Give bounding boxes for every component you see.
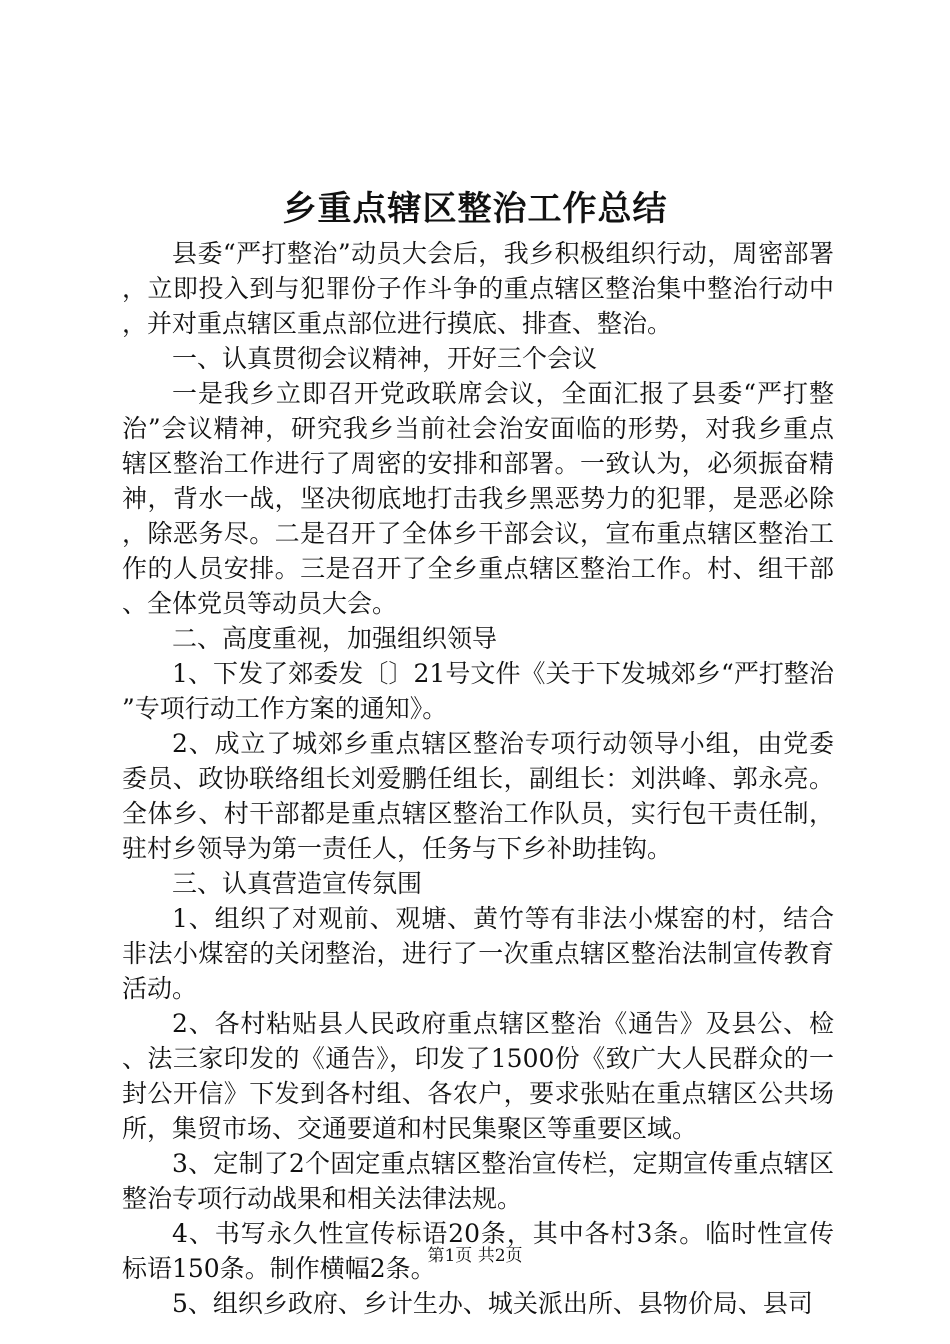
paragraph-item-3-1: 1、组织了对观前、观塘、黄竹等有非法小煤窑的村，结合非法小煤窑的关闭整治，进行了一次重点辖区整治法制宣传教育活动。 [122, 904, 834, 1003]
paragraph-item-3-4: 4、书写永久性宣传标语20条，其中各村3条。临时性宣传标语150条。制作横幅2条。 [122, 1219, 834, 1283]
paragraph-item-2-2: 2、成立了城郊乡重点辖区整治专项行动领导小组，由党委委员、政协联络组长刘爱鹏任组长，副组长：刘洪峰、郭永亮。全体乡、村干部都是重点辖区整治工作队员，实行包干责任制，驻村乡领导为第一责任人，任务与下乡补助挂钩。 [122, 729, 834, 863]
page-number-footer: 第1页 共2页 [427, 1246, 523, 1266]
paragraph-item-3-5: 5、组织乡政府、乡计生办、城关派出所、县物价局、县司 [172, 1289, 813, 1318]
paragraph-item-3-2: 2、各村粘贴县人民政府重点辖区整治《通告》及县公、检、法三家印发的《通告》，印发了1500份《致广大人民群众的一封公开信》下发到各村组、各农户，要求张贴在重点辖区公共场所，集贸市场、交通要道和村民集聚区等重要区域。 [122, 1009, 834, 1143]
section-heading-1: 一、认真贯彻会议精神，开好三个会议 [172, 344, 598, 373]
paragraph-item-2-1: 1、下发了郊委发〔〕21号文件《关于下发城郊乡“严打整治”专项行动工作方案的通知》。 [122, 659, 834, 723]
paragraph-intro: 县委“严打整治”动员大会后，我乡积极组织行动，周密部署，立即投入到与犯罪份子作斗争的重点辖区整治集中整治行动中，并对重点辖区重点部位进行摸底、排查、整治。 [122, 239, 834, 338]
document-body [122, 236, 834, 1321]
paragraph-section-1: 一是我乡立即召开党政联席会议，全面汇报了县委“严打整治”会议精神，研究我乡当前社会治安面临的形势，对我乡重点辖区整治工作进行了周密的安排和部署。一致认为，必须振奋精神，背水一战，坚决彻底地打击我乡黑恶势力的犯罪，是恶必除，除恶务尽。二是召开了全体乡干部会议，宣布重点辖区整治工作的人员安排。三是召开了全乡重点辖区整治工作。村、组干部、全体党员等动员大会。 [122, 379, 834, 618]
section-heading-2: 二、高度重视，加强组织领导 [172, 624, 498, 653]
paragraph-item-3-3: 3、定制了2个固定重点辖区整治宣传栏，定期宣传重点辖区整治专项行动战果和相关法律法规。 [122, 1149, 834, 1213]
section-heading-3: 三、认真营造宣传氛围 [172, 869, 423, 898]
document-title: 乡重点辖区整治工作总结 [282, 189, 668, 229]
